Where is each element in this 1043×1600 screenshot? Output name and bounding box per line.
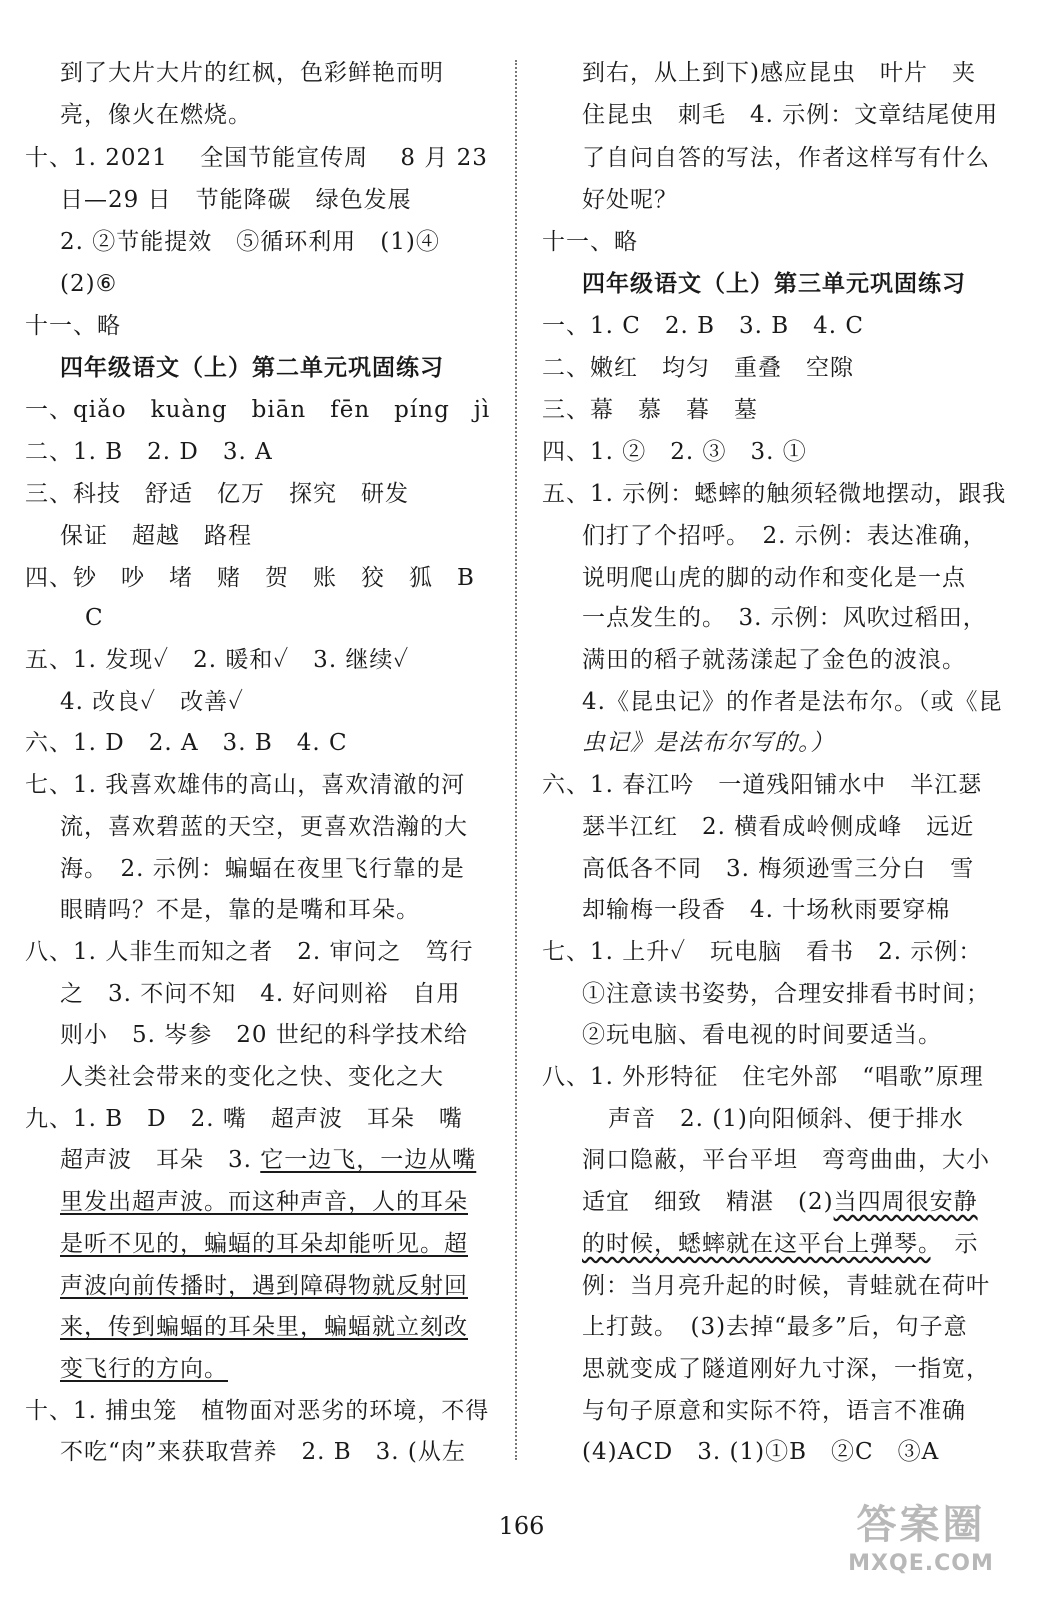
page-number: 166 bbox=[498, 1512, 545, 1540]
text-line: 好处呢？ bbox=[582, 187, 678, 213]
text-segment: 示 bbox=[954, 1231, 979, 1257]
question-10-line: 十、1. 捕虫笼 植物面对恶劣的环境，不得 bbox=[25, 1398, 490, 1424]
text-line: 不吃“肉”来获取营养 2. B 3. (从左 bbox=[60, 1439, 466, 1465]
question-5-line: 五、1. 发现✓ 2. 暖和✓ 3. 继续✓ bbox=[25, 647, 410, 673]
text-line: 到右，从上到下)感应昆虫 叶片 夹 bbox=[582, 60, 976, 86]
text-line: 之 3. 不问不知 4. 好问则裕 自用 bbox=[60, 981, 461, 1007]
watermark-url: MXQE.COM bbox=[848, 1551, 994, 1576]
underlined-text: 变飞行的方向。 bbox=[60, 1356, 228, 1382]
question-3-line: 三、科技 舒适 亿万 探究 研发 bbox=[25, 481, 409, 507]
underlined-text: 它一边飞，一边从嘴 bbox=[260, 1147, 477, 1173]
text-line: 了自问自答的写法，作者这样写有什么 bbox=[582, 145, 990, 171]
text-line bbox=[60, 1145, 476, 1175]
question-2-line: 二、1. B 2. D 3. A bbox=[25, 439, 273, 465]
text-line: 说明爬山虎的脚的动作和变化是一点 bbox=[582, 565, 966, 591]
text-line: C bbox=[85, 605, 104, 631]
question-6-line: 六、1. D 2. A 3. B 4. C bbox=[25, 730, 348, 756]
question-9-line: 九、1. B D 2. 嘴 超声波 耳朵 嘴 bbox=[25, 1106, 463, 1132]
wavy-underlined-text: 当四周很安静 bbox=[833, 1189, 978, 1215]
section-heading-unit-2: 四年级语文（上）第二单元巩固练习 bbox=[60, 354, 444, 381]
text-line: 却输梅一段香 4. 十场秋雨要穿棉 bbox=[582, 897, 951, 923]
question-6-line: 六、1. 春江吟 一道残阳铺水中 半江瑟 bbox=[542, 772, 983, 798]
question-8-line: 八、1. 外形特征 住宅外部 “唱歌”原理 bbox=[542, 1064, 984, 1090]
text-line: 4.《昆虫记》的作者是法布尔。（或《昆 bbox=[582, 689, 1003, 715]
text-line: 高低各不同 3. 梅须逊雪三分白 雪 bbox=[582, 856, 975, 882]
text-line: 4. 改良✓ 改善✓ bbox=[60, 689, 244, 715]
question-1-line: 一、qiǎo kuàng biān fēn píng jì bbox=[25, 397, 491, 423]
question-7-line: 七、1. 我喜欢雄伟的高山，喜欢清澈的河 bbox=[25, 772, 466, 798]
question-4-line: 四、钞 吵 堵 赌 贺 账 狡 狐 B bbox=[25, 565, 475, 591]
question-10-line: 十、1. 2021 全国节能宣传周 8 月 23 bbox=[25, 145, 488, 171]
text-segment: 适宜 细致 精湛 (2) bbox=[582, 1189, 834, 1215]
text-segment bbox=[931, 1231, 955, 1257]
text-line: 则小 5. 岑参 20 世纪的科学技术给 bbox=[60, 1022, 468, 1048]
text-line: (2)⑥ bbox=[60, 271, 118, 297]
section-heading-unit-3: 四年级语文（上）第三单元巩固练习 bbox=[582, 270, 966, 297]
text-line bbox=[582, 1229, 979, 1259]
column-divider bbox=[515, 60, 517, 1460]
text-line: ①注意读书姿势，合理安排看书时间； bbox=[582, 981, 990, 1007]
text-line: 例：当月亮升起的时候，青蛙就在荷叶 bbox=[582, 1273, 990, 1299]
text-line: 到了大片大片的红枫，色彩鲜艳而明 bbox=[60, 60, 444, 86]
text-line: 保证 超越 路程 bbox=[60, 523, 252, 549]
question-4-line: 四、1. ② 2. ③ 3. ① bbox=[542, 439, 807, 465]
underlined-text: 声波向前传播时，遇到障碍物就反射回 bbox=[60, 1273, 468, 1299]
text-line: 一点发生的。 3. 示例：风吹过稻田， bbox=[582, 605, 987, 631]
text-line: 与句子原意和实际不符，语言不准确 bbox=[582, 1398, 966, 1424]
text-line: 声音 2. (1)向阳倾斜、便于排水 bbox=[608, 1106, 964, 1132]
text-line: 上打鼓。 (3)去掉“最多”后，句子意 bbox=[582, 1314, 968, 1340]
text-line: 日—29 日 节能降碳 绿色发展 bbox=[60, 187, 412, 213]
text-line bbox=[582, 1187, 978, 1217]
underlined-text: 是听不见的，蝙蝠的耳朵却能听见。超 bbox=[60, 1231, 468, 1257]
text-line: 洞口隐蔽，平台平坦 弯弯曲曲，大小 bbox=[582, 1147, 990, 1173]
question-5-line: 五、1. 示例：蟋蟀的触须轻微地摆动，跟我 bbox=[542, 481, 1007, 507]
question-11-line: 十一、略 bbox=[25, 313, 121, 339]
text-line: 海。 2. 示例：蝙蝠在夜里飞行靠的是 bbox=[60, 856, 465, 882]
question-7-line: 七、1. 上升✓ 玩电脑 看书 2. 示例： bbox=[542, 939, 983, 965]
text-line: 人类社会带来的变化之快、变化之大 bbox=[60, 1064, 444, 1090]
question-8-line: 八、1. 人非生而知之者 2. 审问之 笃行 bbox=[25, 939, 474, 965]
text-line: 满田的稻子就荡漾起了金色的波浪。 bbox=[582, 647, 966, 673]
text-line: 瑟半江红 2. 横看成岭侧成峰 远近 bbox=[582, 814, 975, 840]
text-line: 流，喜欢碧蓝的天空，更喜欢浩瀚的大 bbox=[60, 814, 468, 840]
text-line: 2. ②节能提效 ⑤循环利用 (1)④ bbox=[60, 229, 440, 255]
watermark-title: 答案圈 bbox=[856, 1502, 986, 1548]
question-3-line: 三、幕 慕 暮 墓 bbox=[542, 397, 758, 423]
underlined-text: 里发出超声波。而这种声音，人的耳朵 bbox=[60, 1189, 468, 1215]
text-line: 思就变成了隧道刚好九寸深，一指宽， bbox=[582, 1356, 990, 1382]
watermark-logo bbox=[821, 1500, 1021, 1586]
question-1-line: 一、1. C 2. B 3. B 4. C bbox=[542, 313, 865, 339]
text-line: (4)ACD 3. (1)①B ②C ③A bbox=[582, 1439, 940, 1465]
question-2-line: 二、嫩红 均匀 重叠 空隙 bbox=[542, 355, 854, 381]
wavy-underlined-text: 的时候，蟋蟀就在这平台上弹琴。 bbox=[582, 1231, 931, 1257]
text-line: ②玩电脑、看电视的时间要适当。 bbox=[582, 1022, 942, 1048]
text-line: 眼睛吗？不是，靠的是嘴和耳朵。 bbox=[60, 897, 420, 923]
text-line: 虫记》是法布尔写的。） bbox=[582, 730, 835, 756]
text-line: 住昆虫 刺毛 4. 示例：文章结尾使用 bbox=[582, 102, 999, 128]
text-line: 亮，像火在燃烧。 bbox=[60, 102, 252, 128]
underlined-text: 来，传到蝙蝠的耳朵里，蝙蝠就立刻改 bbox=[60, 1314, 468, 1340]
text-segment: 超声波 耳朵 3. bbox=[60, 1147, 261, 1173]
question-11-line: 十一、略 bbox=[542, 229, 638, 255]
text-line: 们打了个招呼。 2. 示例：表达准确， bbox=[582, 523, 987, 549]
